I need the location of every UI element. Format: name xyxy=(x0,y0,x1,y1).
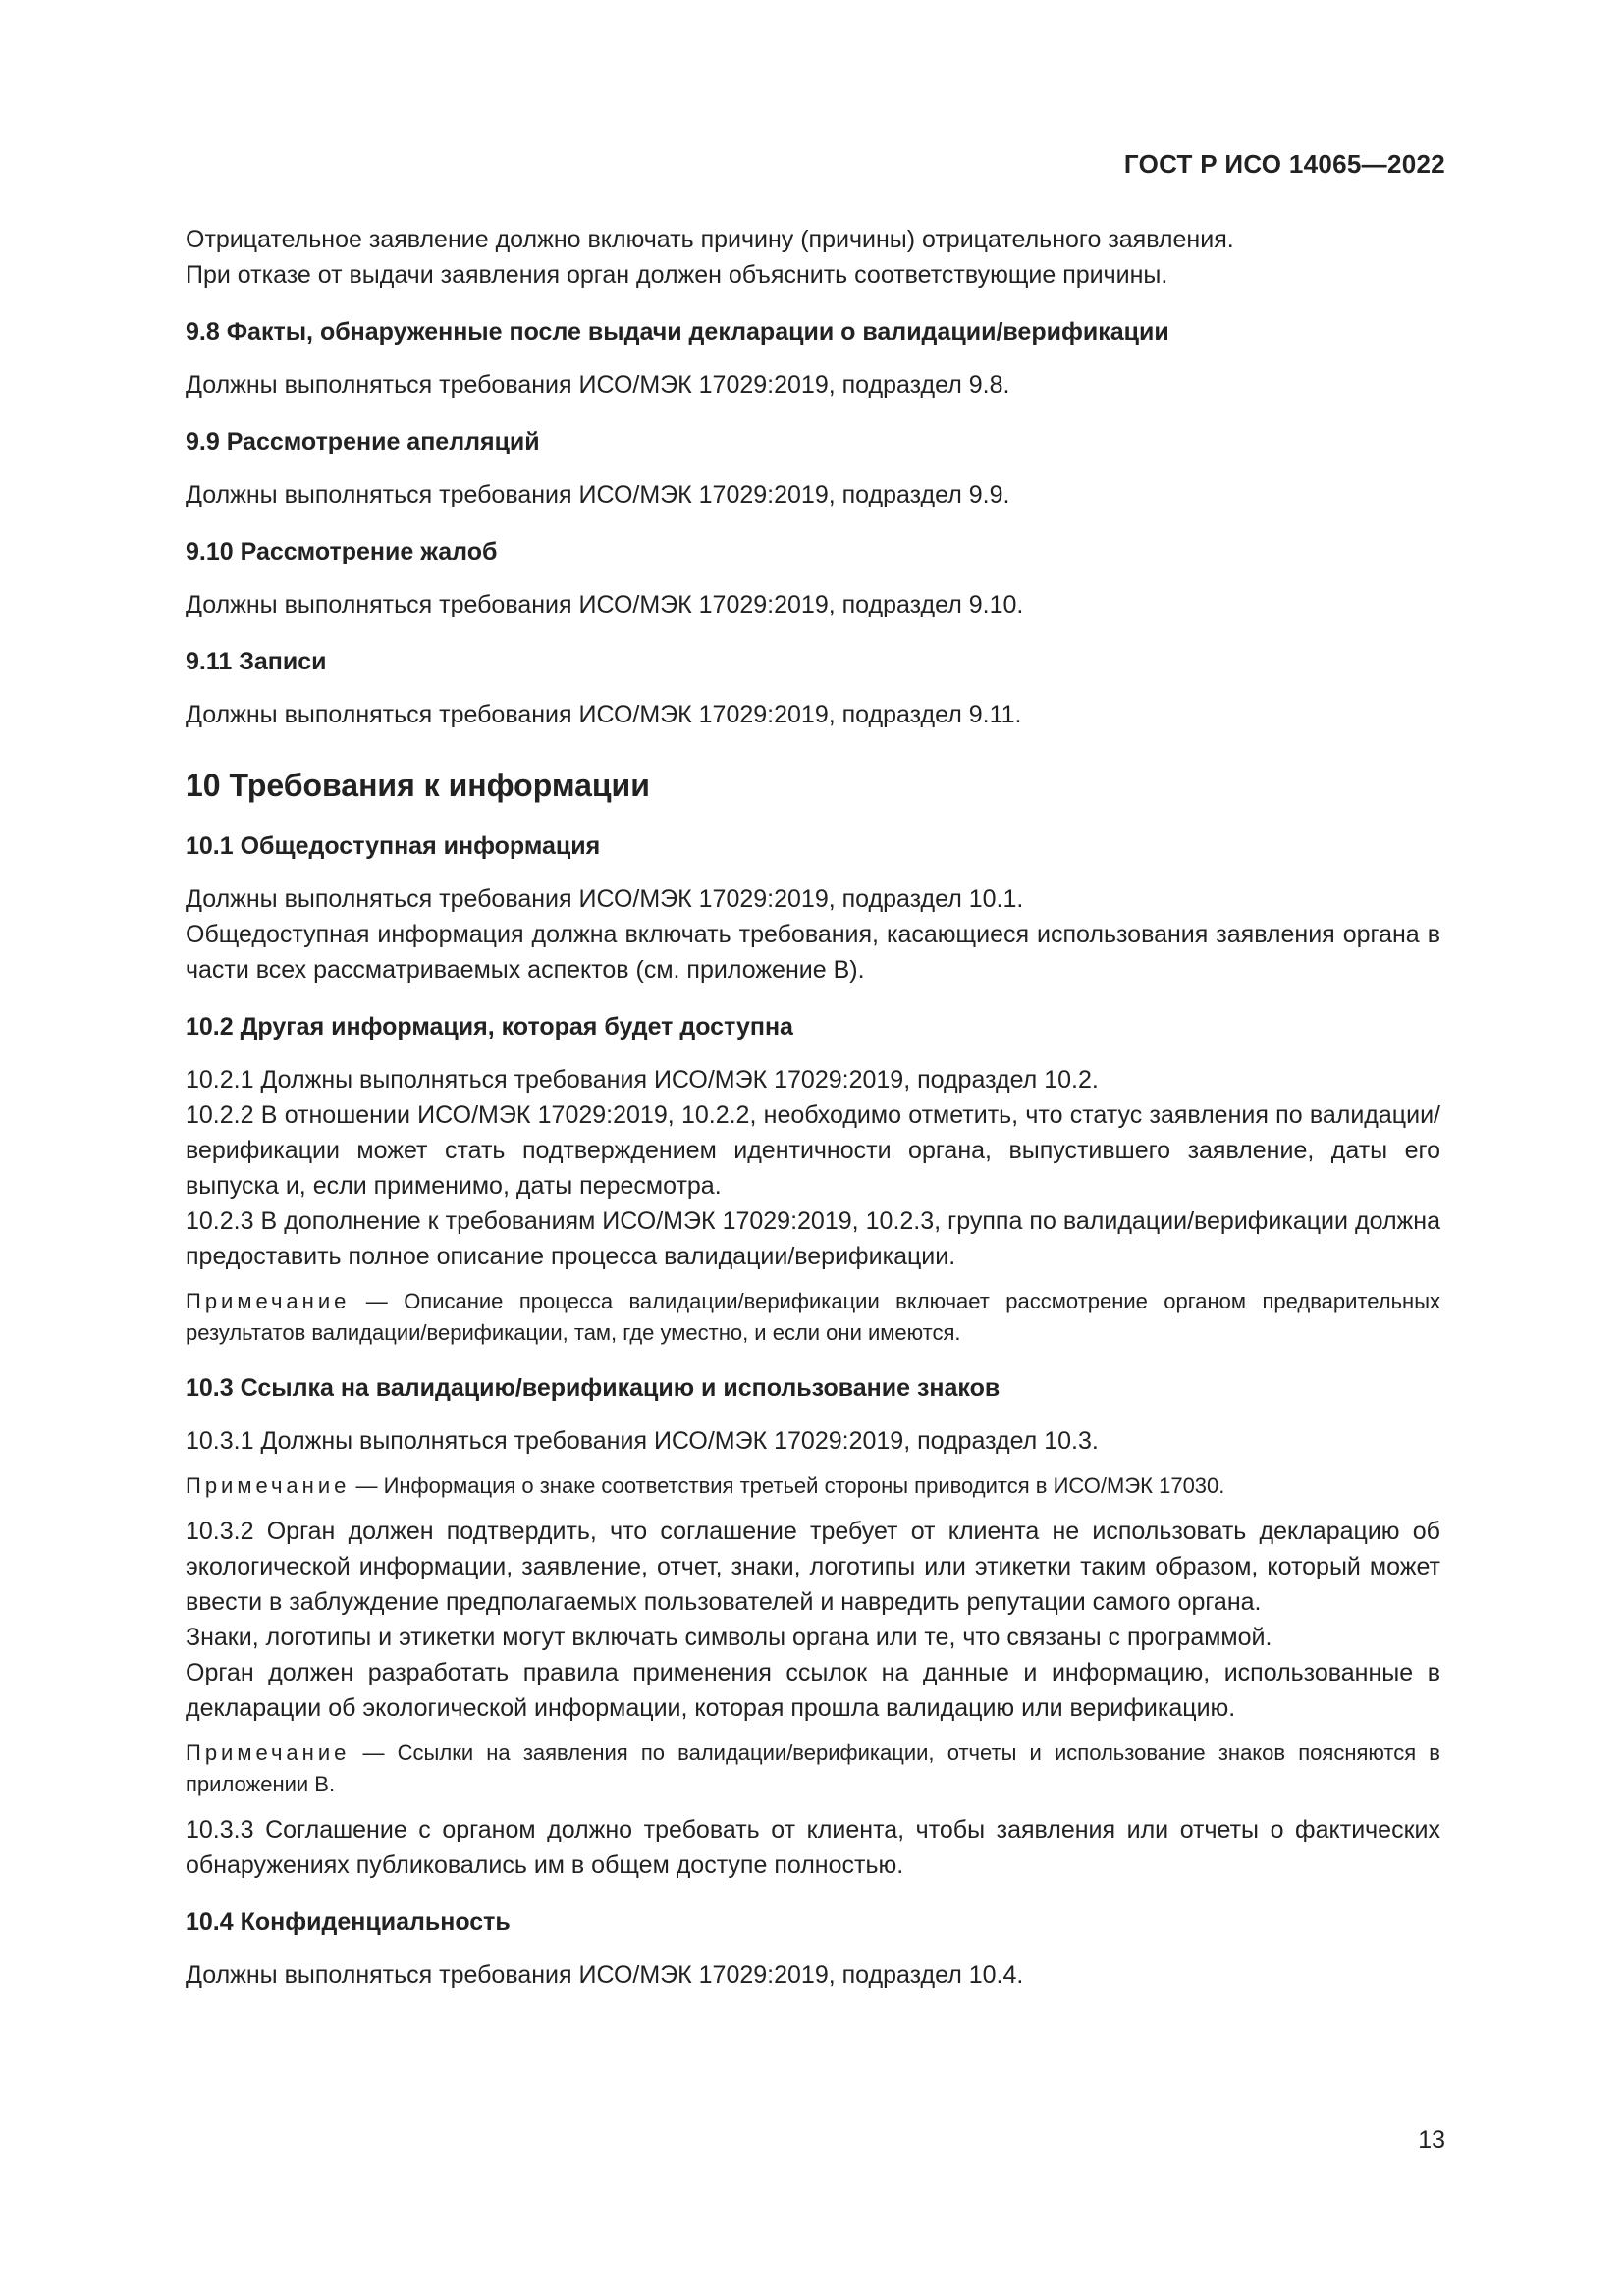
note-text: — Ссылки на заявления по валидации/верификации, отчеты и использование знаков поясняются в приложении В. xyxy=(186,1740,1440,1796)
note-text: — Информация о знаке соответствия третьей стороны приводится в ИСО/МЭК 17030. xyxy=(350,1473,1225,1498)
section-heading-10-3: 10.3 Ссылка на валидацию/верификацию и использование знаков xyxy=(186,1374,1001,1402)
paragraph: 10.3.1 Должны выполняться требования ИСО/МЭК 17029:2019, подраздел 10.3. xyxy=(186,1427,1099,1455)
chapter-heading-10: 10 Требования к информации xyxy=(186,768,650,803)
section-heading-9-9: 9.9 Рассмотрение апелляций xyxy=(186,428,540,455)
section-heading-10-2: 10.2 Другая информация, которая будет доступна xyxy=(186,1013,793,1041)
paragraph: Должны выполняться требования ИСО/МЭК 17029:2019, подраздел 9.10. xyxy=(186,591,1024,618)
paragraph: 10.2.2 В отношении ИСО/МЭК 17029:2019, 10.2.2, необходимо отметить, что статус заявления по валидации/верификации может стать подтверждением идентичности органа, выпустившего заявление, даты его выпуска и, если применимо, даты пересмотра. xyxy=(186,1101,1440,1200)
note-text: — Описание процесса валидации/верификации включает рассмотрение органом предварительных результатов валидации/верификации, там, где уместно, и если они имеются. xyxy=(186,1289,1440,1345)
section-heading-9-11: 9.11 Записи xyxy=(186,648,327,675)
document-code-header: ГОСТ Р ИСО 14065—2022 xyxy=(1123,149,1445,179)
paragraph: Должны выполняться требования ИСО/МЭК 17029:2019, подраздел 10.4. xyxy=(186,1961,1024,1989)
section-heading-9-8: 9.8 Факты, обнаруженные после выдачи декларации о валидации/верификации xyxy=(186,318,1169,346)
note-label: Примечание xyxy=(186,1473,351,1498)
paragraph: Орган должен разработать правила применения ссылок на данные и информацию, использованные в декларации об экологической информации, которая прошла валидацию или верификацию. xyxy=(186,1659,1440,1722)
paragraph: Отрицательное заявление должно включать причину (причины) отрицательного заявления. xyxy=(186,226,1234,253)
section-heading-9-10: 9.10 Рассмотрение жалоб xyxy=(186,538,498,565)
note-label: Примечание xyxy=(186,1289,351,1313)
paragraph: Должны выполняться требования ИСО/МЭК 17029:2019, подраздел 9.8. xyxy=(186,371,1010,399)
paragraph: Должны выполняться требования ИСО/МЭК 17029:2019, подраздел 9.11. xyxy=(186,701,1022,728)
note xyxy=(186,1286,1440,1349)
paragraph: Общедоступная информация должна включать требования, касающиеся использования заявления органа в части всех рассматриваемых аспектов (см. приложение В). xyxy=(186,921,1440,984)
paragraph: 10.2.3 В дополнение к требованиям ИСО/МЭК 17029:2019, 10.2.3, группа по валидации/верификации должна предоставить полное описание процесса валидации/верификации. xyxy=(186,1207,1440,1270)
page-body xyxy=(186,222,1440,1993)
paragraph: Знаки, логотипы и этикетки могут включать символы органа или те, что связаны с программой. xyxy=(186,1624,1272,1651)
note xyxy=(186,1737,1440,1800)
paragraph: 10.2.1 Должны выполняться требования ИСО/МЭК 17029:2019, подраздел 10.2. xyxy=(186,1066,1099,1094)
section-heading-10-4: 10.4 Конфиденциальность xyxy=(186,1908,511,1936)
section-heading-10-1: 10.1 Общедоступная информация xyxy=(186,832,601,860)
note-label: Примечание xyxy=(186,1740,351,1765)
paragraph: Должны выполняться требования ИСО/МЭК 17029:2019, подраздел 10.1. xyxy=(186,885,1024,913)
paragraph: 10.3.3 Соглашение с органом должно требовать от клиента, чтобы заявления или отчеты о фактических обнаружениях публиковались им в общем доступе полностью. xyxy=(186,1816,1440,1879)
page-number: 13 xyxy=(1418,2126,1445,2154)
paragraph: 10.3.2 Орган должен подтвердить, что соглашение требует от клиента не использовать декларацию об экологической информации, заявление, отчет, знаки, логотипы или этикетки таким образом, который может ввести в заблуждение предполагаемых пользователей и навредить репутации самого органа. xyxy=(186,1518,1440,1616)
paragraph: При отказе от выдачи заявления орган должен объяснить соответствующие причины. xyxy=(186,261,1168,289)
paragraph: Должны выполняться требования ИСО/МЭК 17029:2019, подраздел 9.9. xyxy=(186,481,1010,508)
note xyxy=(186,1470,1440,1502)
